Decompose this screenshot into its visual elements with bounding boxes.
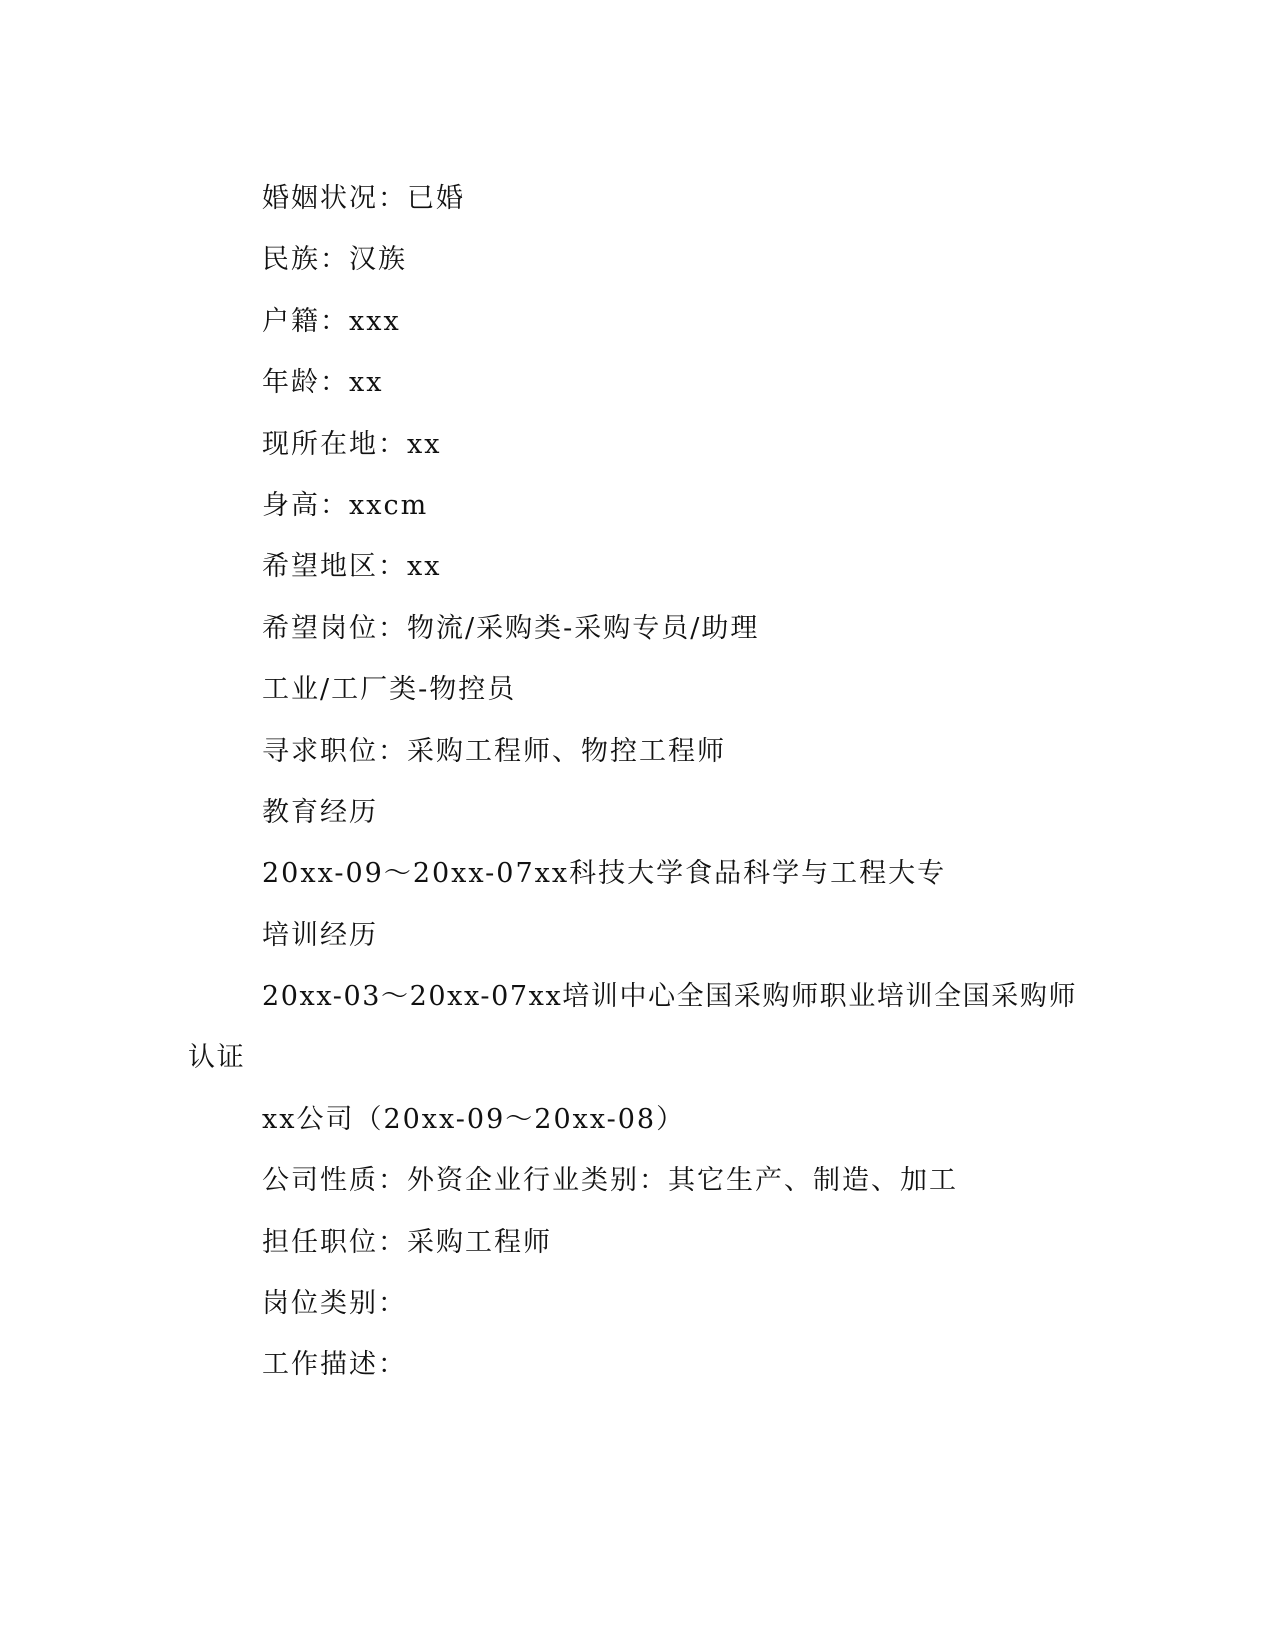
age-line: 年龄：xx (262, 367, 384, 399)
household-registration-line: 户籍：xxx (262, 305, 401, 337)
ethnicity-line: 民族：汉族 (262, 244, 407, 276)
job-description-line: 工作描述： (262, 1349, 407, 1381)
height-line: 身高：xxcm (262, 489, 429, 521)
job-title-line: 担任职位：采购工程师 (262, 1226, 552, 1258)
desired-region-line: 希望地区：xx (262, 551, 442, 583)
company-entry: xx公司（20xx-09～20xx-08） (262, 1103, 686, 1135)
company-nature-line: 公司性质：外资企业行业类别：其它生产、制造、加工 (262, 1165, 958, 1197)
desired-position-continued-line: 工业/工厂类-物控员 (262, 674, 517, 706)
desired-position-line: 希望岗位：物流/采购类-采购专员/助理 (262, 612, 760, 644)
training-heading: 培训经历 (262, 919, 378, 951)
sought-position-line: 寻求职位：采购工程师、物控工程师 (262, 735, 726, 767)
current-location-line: 现所在地：xx (262, 428, 442, 460)
job-category-line: 岗位类别： (262, 1288, 407, 1320)
education-heading: 教育经历 (262, 796, 378, 828)
education-entry: 20xx-09～20xx-07xx科技大学食品科学与工程大专 (262, 858, 947, 890)
marital-status-line: 婚姻状况：已婚 (262, 183, 465, 214)
document-body (188, 168, 1088, 1396)
training-entry: 20xx-03～20xx-07xx培训中心全国采购师职业培训全国采购师认证 (188, 981, 1078, 1074)
